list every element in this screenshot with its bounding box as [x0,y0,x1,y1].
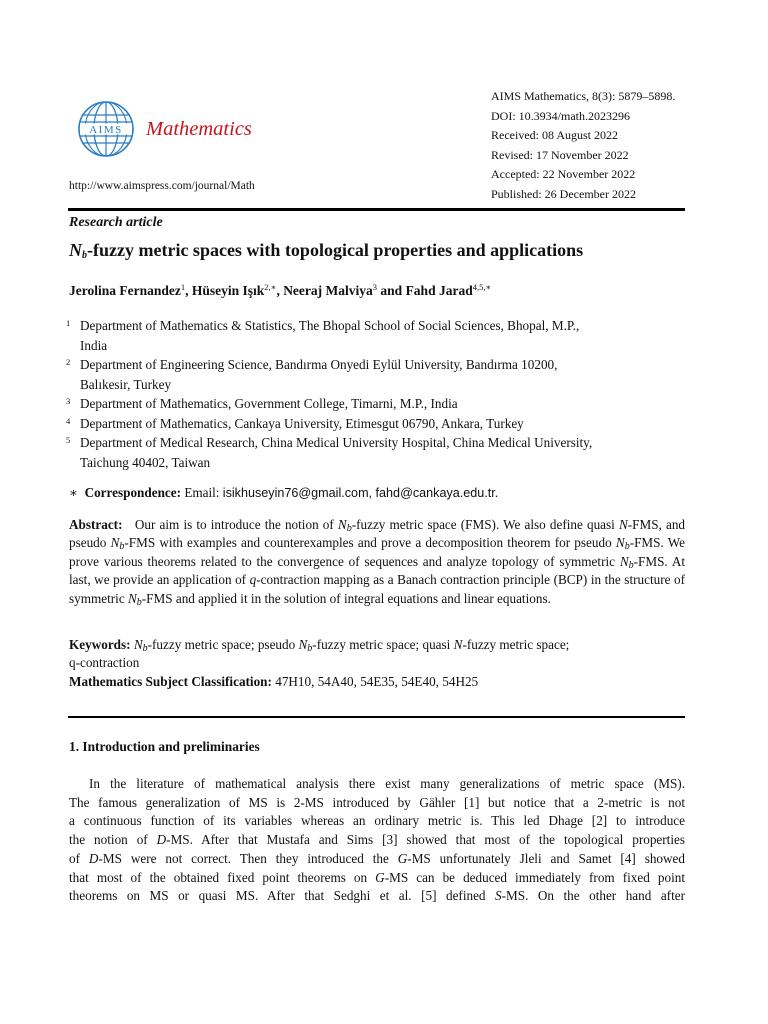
affiliation-line: India [80,337,108,353]
header-divider [68,208,685,211]
article-type: Research article [69,215,163,230]
author-separator: , [276,283,284,298]
section-heading: 1. Introduction and preliminaries [69,739,260,754]
correspondence-star: ∗ [69,485,78,500]
math-symbol: D [88,850,99,866]
intro-line: The famous generalization of MS is 2-MS introduced by Gähler [1] but notice that a 2-metric is not [69,794,685,810]
affiliation-number: 5 [66,435,71,445]
abstract-text: -FMS. At last, we provide an application of [69,553,686,588]
author-list [69,283,491,299]
math-symbol: D [156,832,167,848]
math-subscript: b [346,523,352,534]
author-name: Neeraj Malviya [283,283,373,298]
keywords-text: -fuzzy metric space; pseudo [147,637,299,652]
received-date: Received: 08 August 2022 [491,128,618,143]
aims-globe-logo [76,98,136,160]
math-symbol: G [397,850,408,866]
author-separator: and [377,283,406,298]
author-affiliation-mark: 3 [372,282,378,292]
intro-text: -MS were not correct. Then they introduced the [98,850,398,866]
affiliation-item [66,433,686,472]
keywords-text: q-contraction [69,655,140,671]
affiliation-line: Department of Mathematics & Statistics, The Bhopal School of Social Sciences, Bhopal, M.P., [80,318,580,333]
intro-line [69,850,685,869]
math-symbol: N [337,517,347,532]
math-symbol: N [110,535,120,551]
author-affiliation-mark: 2,∗ [264,282,277,292]
abstract-text: -FMS, and pseudo [69,517,686,551]
section-divider [68,716,685,718]
author-name: Fahd Jarad [405,283,473,298]
affiliation-number: 4 [66,415,71,426]
math-symbol: G [375,869,385,885]
journal-name: Mathematics [146,118,252,140]
intro-line [69,831,685,850]
math-symbol: S [495,888,502,904]
affiliation-number: 3 [66,396,71,406]
math-symbol: N [618,517,628,532]
intro-line [69,869,685,888]
revised-date: Revised: 17 November 2022 [491,147,629,162]
abstract-text: Our aim is to introduce the notion of [134,517,338,532]
affiliation-item [66,316,686,355]
intro-line [69,887,685,906]
math-subscript: b [624,541,630,553]
title-text: -fuzzy metric spaces with topological properties and applications [87,240,584,260]
title-subscript: b [82,250,87,261]
msc-value: 47H10, 54A40, 54E35, 54E40, 54H25 [275,674,479,689]
correspondence [69,485,498,501]
intro-text: theorems on MS or quasi MS. After that Sedghi et al. [5] defined [69,888,496,904]
affiliation-item [66,394,686,414]
keywords-label: Keywords: [69,637,131,652]
affiliation-line: Taichung 40402, Taiwan [80,454,211,470]
citation: AIMS Mathematics, 8(3): 5879–5898. [491,89,676,103]
affiliation-line: Balıkesir, Turkey [80,376,172,392]
author-name: Jerolina Fernandez [69,283,181,298]
intro-text: of [69,850,89,866]
math-symbol: N [619,553,629,569]
abstract-text: -fuzzy metric space (FMS). We also define quasi [351,517,619,532]
affiliation-list [66,316,686,472]
intro-text: -MS. After that Mustafa and Sims [3] showed that most of the topological properties [166,832,685,848]
abstract-text: -FMS with examples and counterexamples and prove a decomposition theorem for pseudo [124,535,616,551]
affiliation-item [66,355,686,394]
abstract-text: -contraction mapping as a Banach contraction principle (BCP) in the structure of symmetric [69,572,685,606]
logo-wordmark: AIMS [89,124,123,136]
title-symbol: N [69,240,82,260]
keywords-text: -fuzzy metric space; quasi [312,637,454,652]
affiliation-line: Department of Engineering Science, Bandırma Onyedi Eylül University, Bandırma 10200, [80,357,558,372]
affiliation-number: 2 [66,357,71,367]
paper-title [69,240,583,261]
abstract-text: -FMS. We prove various theorems related to the convergence of sequences and analyze topology of symmetric [69,535,685,569]
affiliation-line: Department of Mathematics, Cankaya University, Etimesgut 06790, Ankara, Turkey [80,415,524,431]
intro-text: -MS. On the other hand after [501,888,685,904]
math-subscript: b [142,643,148,654]
math-symbol: N [453,637,463,652]
subject-classification [69,674,478,690]
abstract-label: Abstract: [69,517,123,532]
math-subscript: b [307,643,313,654]
article-metadata [491,87,675,205]
math-symbol: q [249,572,257,588]
math-subscript: b [628,559,634,571]
author-name: Hüseyin Işık [191,283,265,298]
math-subscript: b [119,541,125,553]
affiliation-item [66,414,686,434]
affiliation-line: Department of Mathematics, Government College, Timarni, M.P., India [80,396,458,411]
msc-label: Mathematics Subject Classification: [69,674,272,689]
abstract-text: -FMS and applied it in the solution of integral equations and linear equations. [141,590,551,606]
accepted-date: Accepted: 22 November 2022 [491,167,636,182]
intro-text: the notion of [69,832,157,848]
keywords [69,636,685,673]
correspondence-label: Correspondence: [84,485,182,500]
math-subscript: b [136,596,142,608]
intro-paragraph [69,775,685,906]
author-affiliation-mark: 1 [180,282,186,292]
author-separator: , [185,283,192,298]
intro-text: that most of the obtained fixed point theorems on [69,869,376,885]
journal-url[interactable]: http://www.aimspress.com/journal/Math [69,180,255,192]
affiliation-number: 1 [66,318,71,328]
keywords-text: -fuzzy metric space; [462,637,570,652]
affiliation-line: Department of Medical Research, China Medical University Hospital, China Medical University, [80,435,593,450]
intro-text: -MS can be deduced immediately from fixed point [384,869,685,885]
doi[interactable]: DOI: 10.3934/math.2023296 [491,108,630,123]
correspondence-emails[interactable]: isikhuseyin76@gmail.com, fahd@cankaya.edu.tr. [222,486,499,500]
author-affiliation-mark: 4,5,∗ [472,282,492,292]
intro-line: In the literature of mathematical analysis there exist many generalizations of metric space (MS). [89,776,685,791]
published-date: Published: 26 December 2022 [491,186,636,201]
math-symbol: N [133,637,143,652]
intro-line: a continuous function of its variables whereas an ordinary metric is. This led Dhage [2] to introduce [69,813,685,829]
math-symbol: N [298,637,308,652]
abstract [69,516,685,608]
email-label: Email: [184,485,220,500]
intro-text: -MS unfortunately Jleli and Samet [4] showed [407,850,685,866]
math-symbol: N [615,535,625,551]
math-symbol: N [127,590,137,606]
